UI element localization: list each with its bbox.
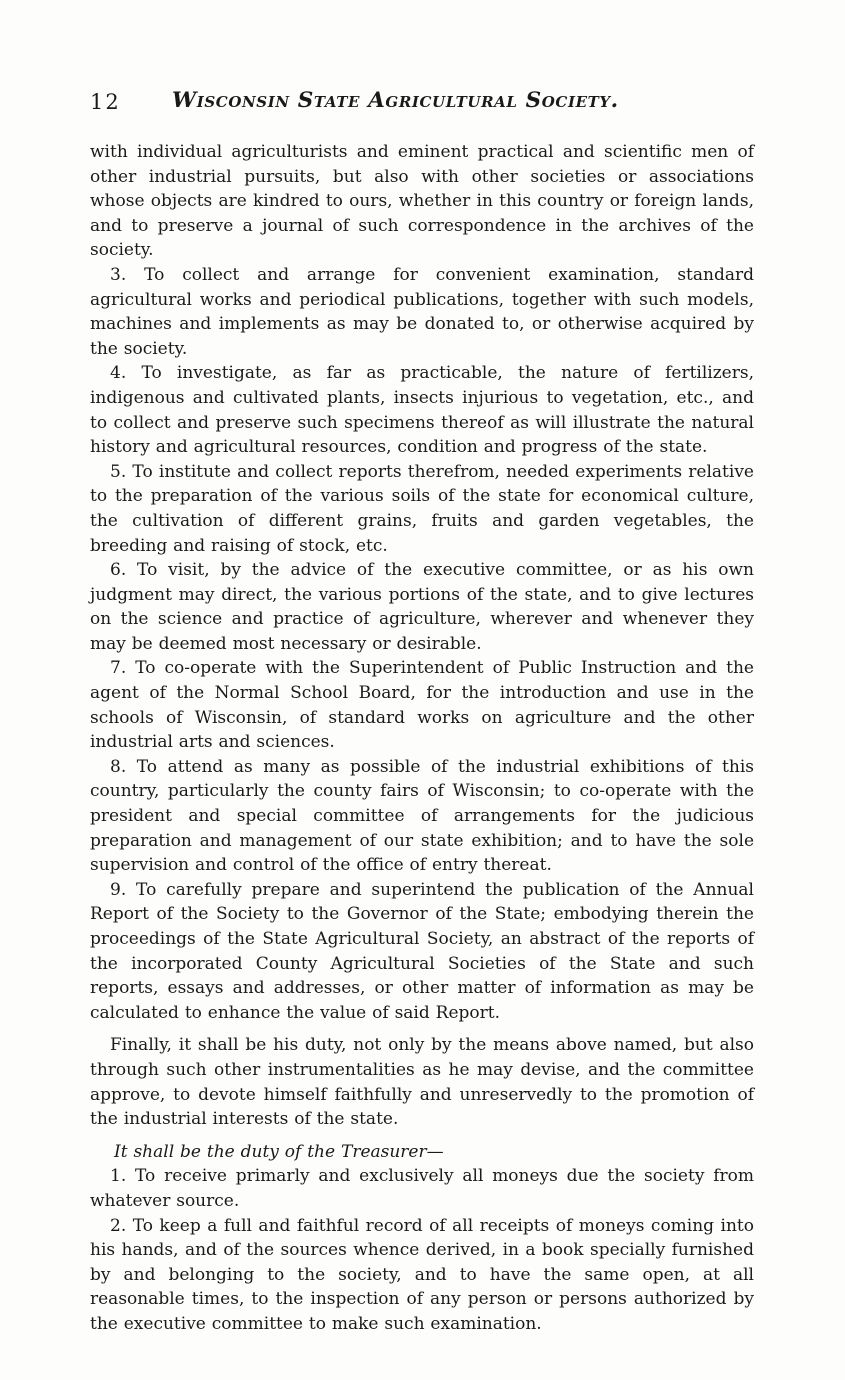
- paragraph-item-3: 3. To collect and arrange for convenient examination, standard agricultural works and periodical publications, together with such models, machines and implements as may be donated to, or otherwise acquired by the society.: [90, 264, 754, 359]
- paragraph-item-5: 5. To institute and collect reports therefrom, needed experiments relative to the preparation of the various soils of the state for economical culture, the cultivation of different grains, fruits and garden vegetables, the breeding and raising of stock, etc.: [90, 461, 754, 556]
- paragraph-item-9: 9. To carefully prepare and superintend the publication of the Annual Report of the Society to the Governor of the State; embodying therein the proceedings of the State Agricultural Society, an abstract of the reports of the incorporated County Agricultural Societies of the State and such reports, essays and addresses, or other matter of information as may be calculated to enhance the value of said Report.: [90, 879, 754, 1023]
- running-title: Wisconsin State Agricultural Society.: [172, 88, 619, 113]
- paragraph-item-7: 7. To co-operate with the Superintendent of Public Instruction and the agent of the Normal School Board, for the introduction and use in the schools of Wisconsin, of standard works on agriculture and the other industrial arts and sciences.: [90, 658, 754, 753]
- paragraph-item-8: 8. To attend as many as possible of the industrial exhibitions of this country, particularly the county fairs of Wisconsin; to co-operate with the president and special committee of arrangements for the judicious preparation and management of our state exhibition; and to have the sole supervision and control of the office of entry thereat.: [90, 756, 754, 876]
- treasurer-heading: It shall be the duty of the Treasurer—: [114, 1141, 444, 1162]
- body-text: [90, 140, 754, 1337]
- paragraph-continuation: with individual agriculturists and eminent practical and scientific men of other industrial pursuits, but also with other societies or associations whose objects are kindred to ours, whether in this country or foreign lands, and to preserve a journal of such correspondence in the archives of the society.: [90, 142, 754, 261]
- page-number: 12: [90, 90, 121, 114]
- paragraph-finally: Finally, it shall be his duty, not only by the means above named, but also through such other instrumentalities as he may devise, and the committee approve, to devote himself faithfully and unreservedly to the promotion of the industrial interests of the state.: [90, 1035, 754, 1130]
- paragraph-treasurer-1: 1. To receive primarly and exclusively all moneys due the society from whatever source.: [90, 1166, 754, 1211]
- page-header: [90, 88, 750, 118]
- paragraph-item-6: 6. To visit, by the advice of the executive committee, or as his own judgment may direct, the various portions of the state, and to give lectures on the science and practice of agriculture, wherever and whenever they may be deemed most necessary or desirable.: [90, 560, 754, 654]
- paragraph-item-4: 4. To investigate, as far as practicable, the nature of fertilizers, indigenous and cultivated plants, insects injurious to vegetation, etc., and to collect and preserve such specimens thereof as will illustrate the natural history and agricultural resources, condition and progress of the state.: [90, 363, 754, 458]
- paragraph-treasurer-2: 2. To keep a full and faithful record of all receipts of moneys coming into his hands, and of the sources whence derived, in a book specially furnished by and belonging to the society, and to have the same open, at all reasonable times, to the inspection of any person or persons authorized by the executive committee to make such examination.: [90, 1215, 754, 1334]
